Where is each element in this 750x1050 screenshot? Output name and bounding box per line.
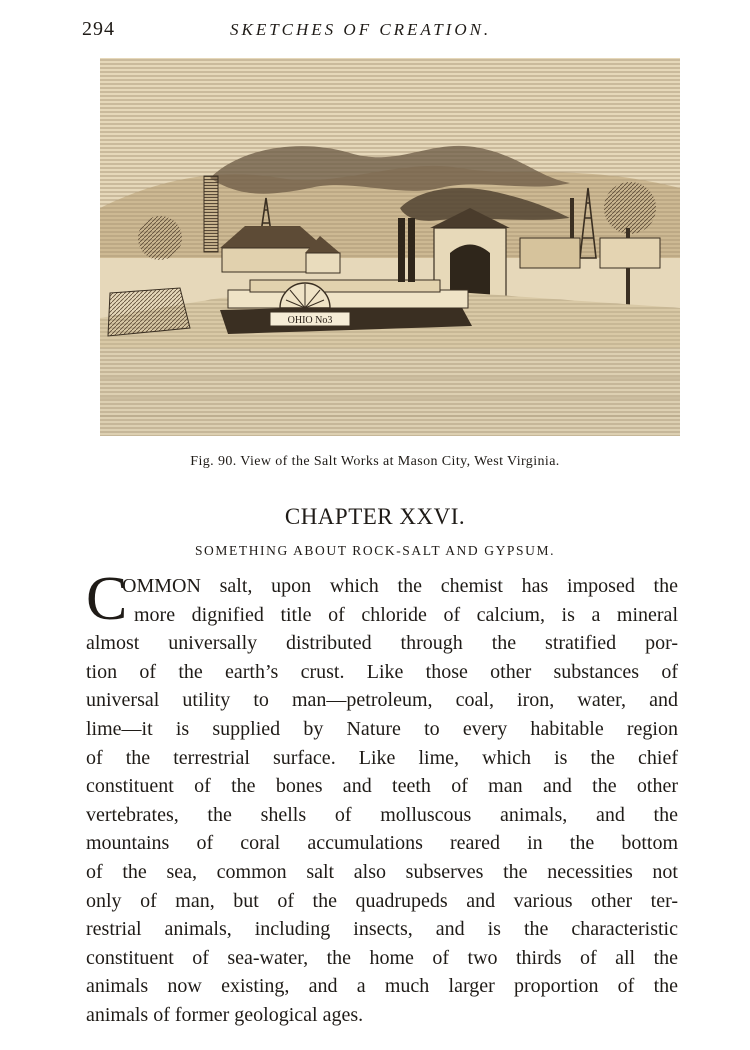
body-line: more dignified title of chloride of calcium, is a mineral	[134, 603, 678, 626]
body-line: of the sea, common salt also subserves the necessities not	[86, 860, 678, 883]
boat-name-label: OHIO No3	[287, 315, 333, 326]
body-line: constituent of sea-water, the home of two thirds of all the	[86, 946, 678, 969]
body-line: restrial animals, including insects, and is the characteristic	[86, 918, 678, 941]
body-line: of the terrestrial surface. Like lime, which is the chief	[86, 746, 678, 769]
running-head	[82, 18, 682, 44]
salt-works-engraving	[100, 58, 680, 436]
page-number: 294	[82, 18, 115, 40]
body-line: vertebrates, the shells of molluscous animals, and the	[86, 803, 678, 826]
body-line: lime—it is supplied by Nature to every habitable region	[86, 717, 678, 740]
body-line: universal utility to man—petroleum, coal, iron, water, and	[86, 689, 678, 712]
book-title: SKETCHES OF CREATION.	[230, 20, 492, 39]
body-line: mountains of coral accumulations reared in the bottom	[86, 832, 678, 855]
body-line: animals now existing, and a much larger proportion of the	[86, 975, 678, 998]
drop-cap: C	[86, 565, 128, 633]
body-paragraph	[86, 572, 678, 1030]
figure-salt-works	[100, 58, 680, 436]
body-line: almost universally distributed through the stratified por-	[86, 632, 678, 655]
body-line: constituent of the bones and teeth of man and the other	[86, 775, 678, 798]
body-line: OMMON salt, upon which the chemist has imposed the	[122, 575, 678, 597]
body-line: animals of former geological ages.	[86, 1003, 364, 1026]
chapter-title: CHAPTER XXVI.	[284, 504, 466, 529]
chapter-subtitle: SOMETHING ABOUT ROCK-SALT AND GYPSUM.	[194, 543, 556, 558]
body-line: tion of the earth’s crust. Like those other substances of	[86, 660, 678, 683]
body-line: only of man, but of the quadrupeds and various other ter-	[86, 889, 678, 912]
figure-caption: Fig. 90. View of the Salt Works at Mason City, West Virginia.	[190, 454, 560, 469]
